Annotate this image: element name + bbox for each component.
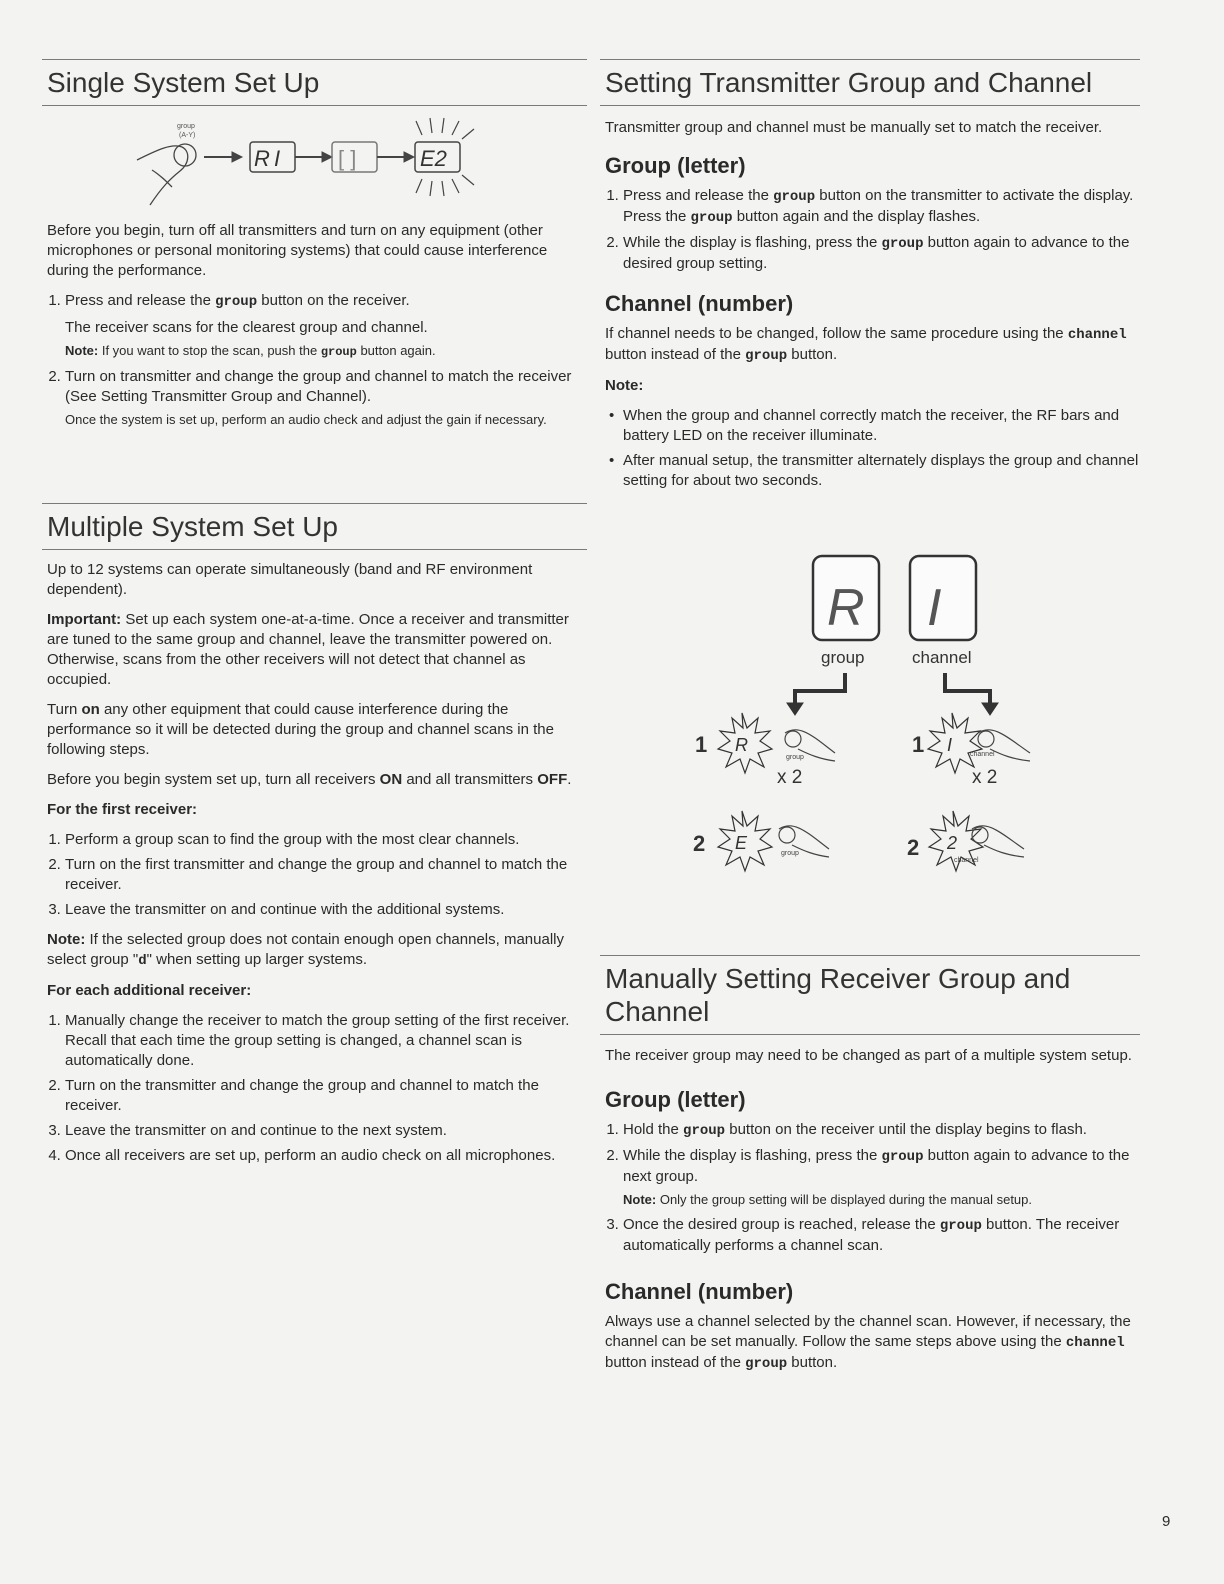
group-label: group xyxy=(821,648,865,667)
receiver-group-heading: Group (letter) xyxy=(605,1087,746,1112)
additional-receiver-steps xyxy=(47,1011,587,1166)
list-item: • When the group and channel correctly match the receiver, the RF bars and battery LED on the receiver illuminate. xyxy=(623,406,1140,446)
svg-text:[ ]: [ ] xyxy=(338,146,357,171)
receiver-channel-text: Always use a channel selected by the channel scan. However, if necessary, the channel can be set manually. Follow the same steps above using the channel button instead of the group button. xyxy=(605,1313,1131,1372)
single-step-1-detail: The receiver scans for the clearest group and channel. xyxy=(65,319,428,336)
svg-text:2: 2 xyxy=(947,833,958,853)
svg-text:R: R xyxy=(735,735,748,755)
first-receiver-steps xyxy=(47,830,587,920)
multiple-intro: Up to 12 systems can operate simultaneously (band and RF environment dependent). xyxy=(47,561,533,598)
multiple-system-body xyxy=(47,560,587,1176)
list-item: 2. Turn on the first transmitter and change the group and channel to match the receiver. xyxy=(65,855,587,895)
list-item: 2. Turn on the transmitter and change the group and channel to match the receiver. xyxy=(65,1076,587,1116)
arrow-right-icon xyxy=(295,152,332,162)
page-number: 9 xyxy=(1162,1513,1171,1530)
transmitter-channel-text: If channel needs to be changed, follow the same procedure using the channel button instead of the group button. xyxy=(605,325,1127,364)
additional-receiver-heading: For each additional receiver: xyxy=(47,982,252,999)
single-step-1: 1. Press and release the group button on the receiver. The receiver scans for the clearest group and channel. Note: If you want to stop the scan, push the group button again. xyxy=(65,291,587,361)
arrow-right-icon xyxy=(204,152,242,162)
single-steps xyxy=(47,291,587,429)
list-item: 4. Once all receivers are set up, perform an audio check on all microphones. xyxy=(65,1146,587,1166)
multiple-system-title: Multiple System Set Up xyxy=(42,503,587,550)
multiple-before: Before you begin system set up, turn all receivers ON and all transmitters OFF. xyxy=(47,771,572,788)
list-item: 2. While the display is flashing, press the group button again to advance to the desired group setting. xyxy=(623,233,1140,274)
single-step-1-note: Note: If you want to stop the scan, push the group button again. xyxy=(65,343,436,359)
receiver-step-2-note: Note: Only the group setting will be displayed during the manual setup. xyxy=(623,1192,1032,1207)
display-a1-icon xyxy=(250,142,295,172)
multiple-note: Note: If the selected group does not contain enough open channels, manually select group "d" when setting up larger systems. xyxy=(47,931,565,969)
channel-label: channel xyxy=(912,648,972,667)
multiple-important: Important: Set up each system one-at-a-time. Once a receiver and transmitter are tuned to the same group and channel, leave the transmitter powered on. Otherwise, scans from the other receivers will not detect that channel as occupied. xyxy=(47,611,569,688)
times-two-label: x 2 xyxy=(972,767,998,788)
single-system-body xyxy=(47,221,587,439)
list-item: 2. While the display is flashing, press the group button again to advance to the next group. Note: Only the group setting will be displayed during the manual setup. xyxy=(623,1146,1140,1209)
transmitter-group-heading: Group (letter) xyxy=(605,153,746,178)
arrow-down-icon xyxy=(945,673,998,715)
list-item: • After manual setup, the transmitter alternately displays the group and channel setting for about two seconds. xyxy=(623,451,1140,491)
transmitter-intro: Transmitter group and channel must be manually set to match the receiver. xyxy=(605,119,1103,136)
diagram-group-label: group xyxy=(177,123,195,130)
small-group-label: group xyxy=(786,754,804,761)
arrow-right-icon xyxy=(377,152,414,162)
single-setup-diagram xyxy=(132,115,492,210)
display-e2-flashing-icon xyxy=(415,118,474,196)
transmitter-channel-heading: Channel (number) xyxy=(605,291,794,316)
transmitter-body xyxy=(605,118,1140,499)
receiver-title: Manually Setting Receiver Group and Channel xyxy=(600,955,1140,1035)
list-item: 1. Press and release the group button on the transmitter to activate the display. Press the group button again and the display flashes. xyxy=(623,186,1140,228)
list-item: 3. Once the desired group is reached, release the group button. The receiver automatically performs a channel scan. xyxy=(623,1215,1140,1256)
single-intro: Before you begin, turn off all transmitters and turn on any equipment (other microphones or personal monitoring systems) that could cause interference during the performance. xyxy=(47,222,548,279)
first-receiver-heading: For the first receiver: xyxy=(47,801,198,818)
list-item: 1. Hold the group button on the receiver until the display begins to flash. xyxy=(623,1120,1140,1141)
small-group-label: group xyxy=(781,850,799,857)
svg-text:I: I xyxy=(274,146,281,171)
list-item: 3. Leave the transmitter on and continue to the next system. xyxy=(65,1121,587,1141)
step-1-number: 1 xyxy=(912,732,925,757)
channel-display-icon xyxy=(910,556,976,640)
receiver-body xyxy=(605,1046,1140,1384)
arrow-down-icon xyxy=(787,673,845,715)
multiple-turn-on: Turn on any other equipment that could cause interference during the performance so it will be detected during the group and channel scans in the following steps. xyxy=(47,701,554,758)
single-system-title: Single System Set Up xyxy=(42,59,587,106)
transmitter-title: Setting Transmitter Group and Channel xyxy=(600,59,1140,106)
list-item: 1. Perform a group scan to find the group with the most clear channels. xyxy=(65,830,587,850)
svg-text:E2: E2 xyxy=(420,146,447,171)
list-item: 1. Manually change the receiver to match the group setting of the first receiver. Recall that each time the group setting is changed, a channel scan is automatically done. xyxy=(65,1011,587,1071)
svg-text:E: E xyxy=(735,833,748,853)
svg-text:R: R xyxy=(254,146,270,171)
receiver-intro: The receiver group may need to be changed as part of a multiple system setup. xyxy=(605,1047,1132,1064)
transmitter-diagram xyxy=(690,553,1050,873)
step-2-number: 2 xyxy=(693,831,706,856)
small-channel-label: channel xyxy=(970,751,995,758)
finger-press-icon xyxy=(137,144,196,205)
flashing-group-display-icon xyxy=(718,713,772,773)
single-step-2-detail: Once the system is set up, perform an audio check and adjust the gain if necessary. xyxy=(65,412,547,427)
svg-text:R: R xyxy=(827,579,865,637)
svg-text:I: I xyxy=(927,579,942,637)
receiver-channel-heading: Channel (number) xyxy=(605,1279,794,1304)
step-1-number: 1 xyxy=(695,732,708,757)
svg-text:I: I xyxy=(947,735,953,755)
transmitter-notes xyxy=(605,406,1140,491)
flashing-group-display-icon xyxy=(718,811,772,871)
transmitter-note-heading: Note: xyxy=(605,377,644,394)
receiver-group-steps xyxy=(605,1120,1140,1256)
times-two-label: x 2 xyxy=(777,767,803,788)
single-step-2: 2. Turn on transmitter and change the group and channel to match the receiver (See Setting Transmitter Group and Channel). Once the system is set up, perform an audio check and adjust the gain if necessary. xyxy=(65,367,587,429)
display-scan-icon xyxy=(332,142,377,172)
flashing-channel-display-icon xyxy=(928,713,982,773)
step-2-number: 2 xyxy=(907,835,920,860)
diagram-group-range: (A-Y) xyxy=(179,132,196,139)
transmitter-group-steps xyxy=(605,186,1140,274)
group-display-icon xyxy=(813,556,879,640)
list-item: 3. Leave the transmitter on and continue with the additional systems. xyxy=(65,900,587,920)
small-channel-label: channel xyxy=(954,857,979,864)
